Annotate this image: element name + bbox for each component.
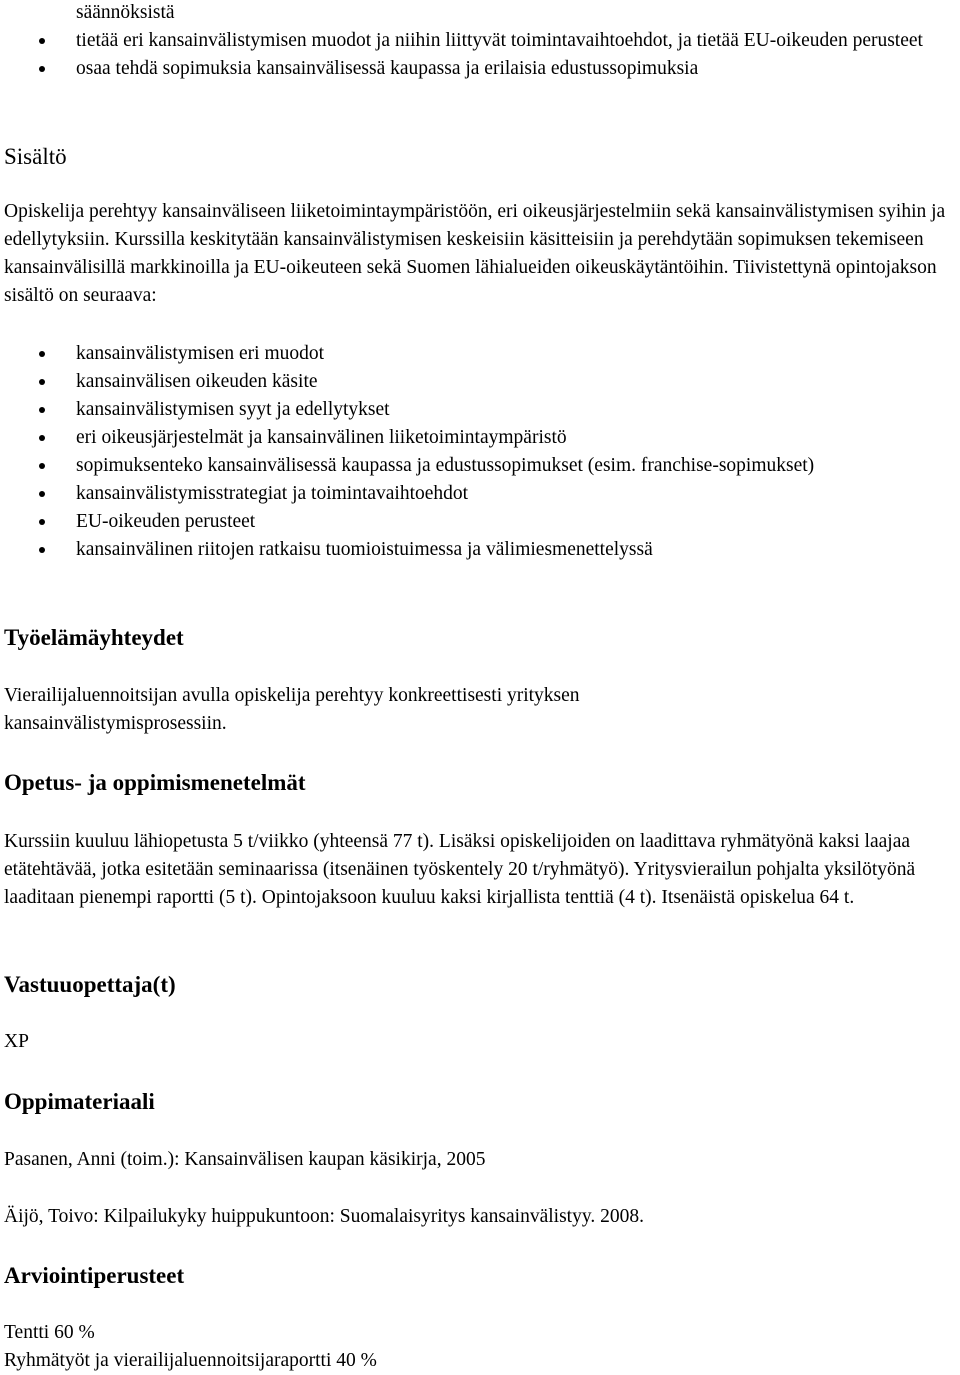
- sisalto-bullet-list: [4, 340, 956, 564]
- list-item: kansainvälistymisstrategiat ja toimintavaihtoehdot: [4, 480, 956, 508]
- bullet-icon: [39, 463, 45, 469]
- list-item: eri oikeusjärjestelmät ja kansainvälinen liiketoimintaympäristö: [4, 424, 956, 452]
- materiaali-item: Äijö, Toivo: Kilpailukyky huippukuntoon: Suomalaisyritys kansainvälistyy. 2008.: [4, 1206, 644, 1227]
- list-item: kansainvälistymisen eri muodot: [4, 340, 956, 368]
- opetus-paragraph: Kurssiin kuuluu lähiopetusta 5 t/viikko (yhteensä 77 t). Lisäksi opiskelijoiden on laadittava ryhmätyönä kaksi laajaa etätehtävää, jotka esitetään seminaarissa (itsenäinen työskentely 20 t/ryhmätyö). Yritysvierailun pohjalta yksilötyönä laaditaan pienempi raportti (5 t). Opintojaksoon kuuluu kaksi kirjallista tenttiä (4 t). Itsenäistä opiskelua 64 t.: [4, 831, 916, 908]
- top-bullet-list: [4, 27, 956, 83]
- list-item: EU-oikeuden perusteet: [4, 508, 956, 536]
- tyoelama-paragraph: Vierailijaluennoitsijan avulla opiskelija perehtyy konkreettisesti yrityksen kansainvälistymisprosessiin.: [4, 685, 580, 734]
- bullet-icon: [39, 66, 45, 72]
- bullet-icon: [39, 407, 45, 413]
- bullet-icon: [39, 519, 45, 525]
- vastuu-value: XP: [4, 1031, 29, 1052]
- list-item: kansainvälinen riitojen ratkaisu tuomioistuimessa ja välimiesmenettelyssä: [4, 536, 956, 564]
- bullet-icon: [39, 547, 45, 553]
- bullet-icon: [39, 351, 45, 357]
- list-item: sopimuksenteko kansainvälisessä kaupassa ja edustussopimukset (esim. franchise-sopimukset): [4, 452, 956, 480]
- list-item: osaa tehdä sopimuksia kansainvälisessä kaupassa ja erilaisia edustussopimuksia: [4, 55, 956, 83]
- sisalto-paragraph: Opiskelija perehtyy kansainväliseen liiketoimintaympäristöön, eri oikeusjärjestelmiin sekä kansainvälistymisen syihin ja edellytyksiin. Kurssilla keskitytään kansainvälistymisen keskeisiin käsitteisiin ja perehdytään sopimuksen tekemiseen kansainvälisillä markkinoilla ja EU-oikeuteen sekä Suomen lähialueiden oikeuskäytäntöihin. Tiivistettynä opintojakson sisältö on seuraava:: [4, 201, 946, 306]
- materiaali-item: Pasanen, Anni (toim.): Kansainvälisen kaupan käsikirja, 2005: [4, 1149, 486, 1170]
- continuation-text: säännöksistä: [76, 2, 175, 23]
- section-heading-arviointi: Arviointiperusteet: [4, 1263, 185, 1288]
- list-item: kansainvälisen oikeuden käsite: [4, 368, 956, 396]
- continuation-line: [4, 0, 956, 27]
- bullet-icon: [39, 379, 45, 385]
- list-item: kansainvälistymisen syyt ja edellytykset: [4, 396, 956, 424]
- bullet-icon: [39, 38, 45, 44]
- list-item: tietää eri kansainvälistymisen muodot ja niihin liittyvät toimintavaihtoehdot, ja tietää EU-oikeuden perusteet: [4, 27, 956, 55]
- top-section: [4, 0, 956, 83]
- bullet-icon: [39, 435, 45, 441]
- section-heading-materiaali: Oppimateriaali: [4, 1089, 155, 1114]
- section-heading-opetus: Opetus- ja oppimismenetelmät: [4, 770, 306, 795]
- section-heading-sisalto: Sisältö: [4, 144, 67, 169]
- section-heading-tyoelama: Työelämäyhteydet: [4, 625, 184, 650]
- arviointi-line: Tentti 60 %: [4, 1322, 95, 1343]
- arviointi-line: Ryhmätyöt ja vierailijaluennoitsijaraportti 40 %: [4, 1350, 377, 1371]
- bullet-icon: [39, 491, 45, 497]
- section-heading-vastuu: Vastuuopettaja(t): [4, 972, 176, 997]
